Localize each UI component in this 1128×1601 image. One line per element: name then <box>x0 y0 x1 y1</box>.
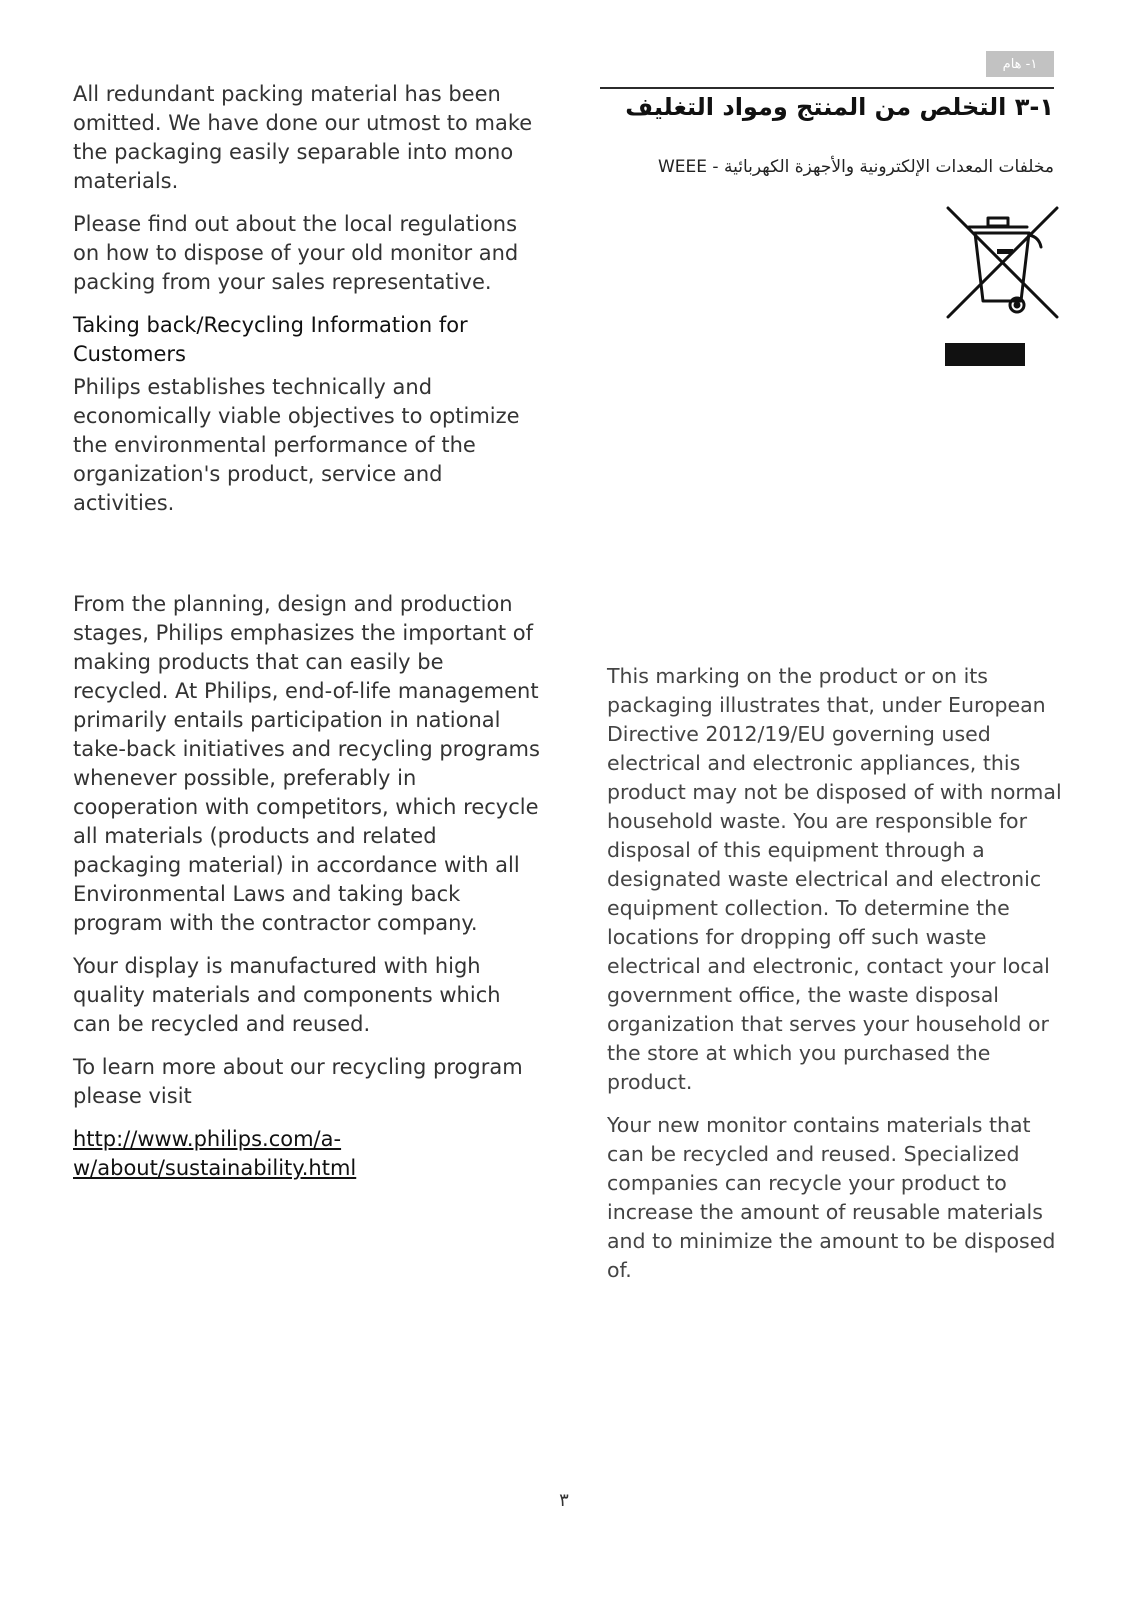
materials-paragraph: Your display is manufactured with high quality materials and components which can be recycled and reused. <box>73 954 501 1036</box>
left-column <box>73 80 543 1197</box>
section-subtitle: مخلفات المعدات الإلكترونية والأجهزة الكهربائية - WEEE <box>657 157 1054 177</box>
weee-marking-paragraph: This marking on the product or on its packaging illustrates that, under European Directive 2012/19/EU governing used electrical and electronic appliances, this product may not be disposed of with normal household waste. You are responsible for disposal of this equipment through a designated waste electrical and electronic equipment collection. To determine the locations for dropping off such waste electrical and electronic, contact your local government office, the waste disposal organization that serves your household or the store at which you purchased the product. <box>607 664 1062 1094</box>
crossed-out-wheelie-bin-icon <box>945 205 1060 375</box>
packing-paragraph: All redundant packing material has been omitted. We have done our utmost to make the packaging easily separable into mono materials. <box>73 82 533 193</box>
regulations-paragraph: Please find out about the local regulations on how to dispose of your old monitor and packing from your sales representative. <box>73 212 519 294</box>
right-column <box>607 662 1062 1299</box>
section-tab: ١- هام <box>986 51 1054 77</box>
objectives-paragraph: Philips establishes technically and economically viable objectives to optimize the environmental performance of the organization's product, service and activities. <box>73 375 520 515</box>
weee-black-bar <box>945 343 1025 366</box>
learn-more-paragraph: To learn more about our recycling program please visit <box>73 1055 523 1108</box>
recyclable-materials-paragraph: Your new monitor contains materials that can be recycled and reused. Specialized companies can recycle your product to increase the amount of reusable materials and to minimize the amount to be disposed of. <box>607 1113 1056 1282</box>
header-rule <box>600 87 1054 89</box>
planning-paragraph: From the planning, design and production stages, Philips emphasizes the important of making products that can easily be recycled. At Philips, end-of-life management primarily entails participation in national take-back initiatives and recycling programs whenever possible, preferably in cooperation with competitors, which recycle all materials (products and related packaging material) in accordance with all Environmental Laws and taking back program with the contractor company. <box>73 592 540 935</box>
recycling-subheading: Taking back/Recycling Information for Customers <box>73 313 468 366</box>
page-number: ٣ <box>559 1490 569 1511</box>
section-title: ١-٣ التخلص من المنتج ومواد التغليف <box>625 93 1054 121</box>
sustainability-link[interactable]: http://www.philips.com/a-w/about/sustainability.html <box>73 1127 357 1180</box>
